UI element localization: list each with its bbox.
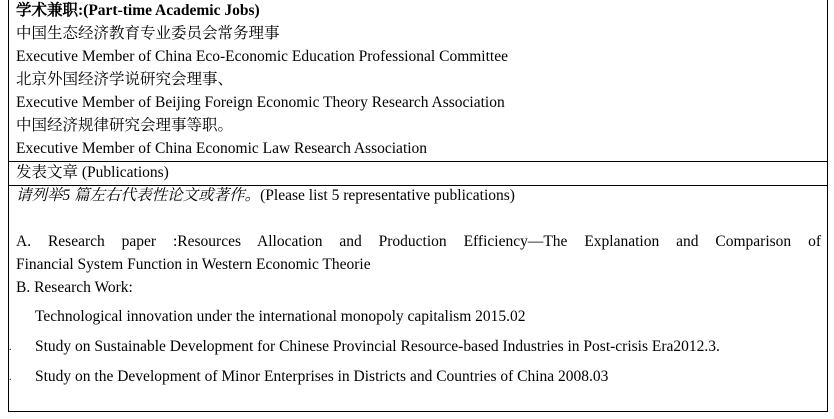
academic-job-item: 中国生态经济教育专业委员会常务理事 xyxy=(16,25,280,42)
publications-heading: 发表文章 (Publications) xyxy=(16,164,169,181)
bullet-marker: . xyxy=(9,372,12,383)
academic-job-item: Executive Member of China Eco-Economic Education Professional Committee xyxy=(16,48,508,65)
academic-job-item: Executive Member of China Economic Law Research Association xyxy=(16,140,428,157)
academic-job-item: 北京外国经济学说研究会理事、 xyxy=(16,71,234,88)
bullet-marker: . xyxy=(9,342,12,353)
instruction-english: (Please list 5 representative publications) xyxy=(260,187,515,204)
research-paper-line: Financial System Function in Western Economic Theorie xyxy=(16,256,371,273)
research-work-heading: B. Research Work: xyxy=(16,279,133,296)
research-work-item: Technological innovation under the international monopoly capitalism 2015.02 xyxy=(35,308,526,325)
academic-job-item: 中国经济规律研究会理事等职。 xyxy=(16,117,234,134)
research-work-item: Study on the Development of Minor Enterprises in Districts and Countries of China 2008.03 xyxy=(35,368,609,385)
academic-jobs-heading: 学术兼职:(Part-time Academic Jobs) xyxy=(16,2,260,19)
publications-section xyxy=(9,185,827,412)
research-work-item: Study on Sustainable Development for Chinese Provincial Resource-based Industries in Post-crisis Era2012.3. xyxy=(35,338,720,355)
academic-jobs-section xyxy=(9,0,827,161)
academic-job-item: Executive Member of Beijing Foreign Economic Theory Research Association xyxy=(16,94,505,111)
instruction-chinese: 请列举5 篇左右代表性论文或著作。 xyxy=(16,187,261,204)
publications-instruction xyxy=(16,185,515,207)
research-paper-line: A. Research paper :Resources Allocation and Production Efficiency—The Explanation and Comparison of xyxy=(16,233,821,250)
resume-table xyxy=(8,0,828,412)
publications-header-row xyxy=(9,161,827,186)
